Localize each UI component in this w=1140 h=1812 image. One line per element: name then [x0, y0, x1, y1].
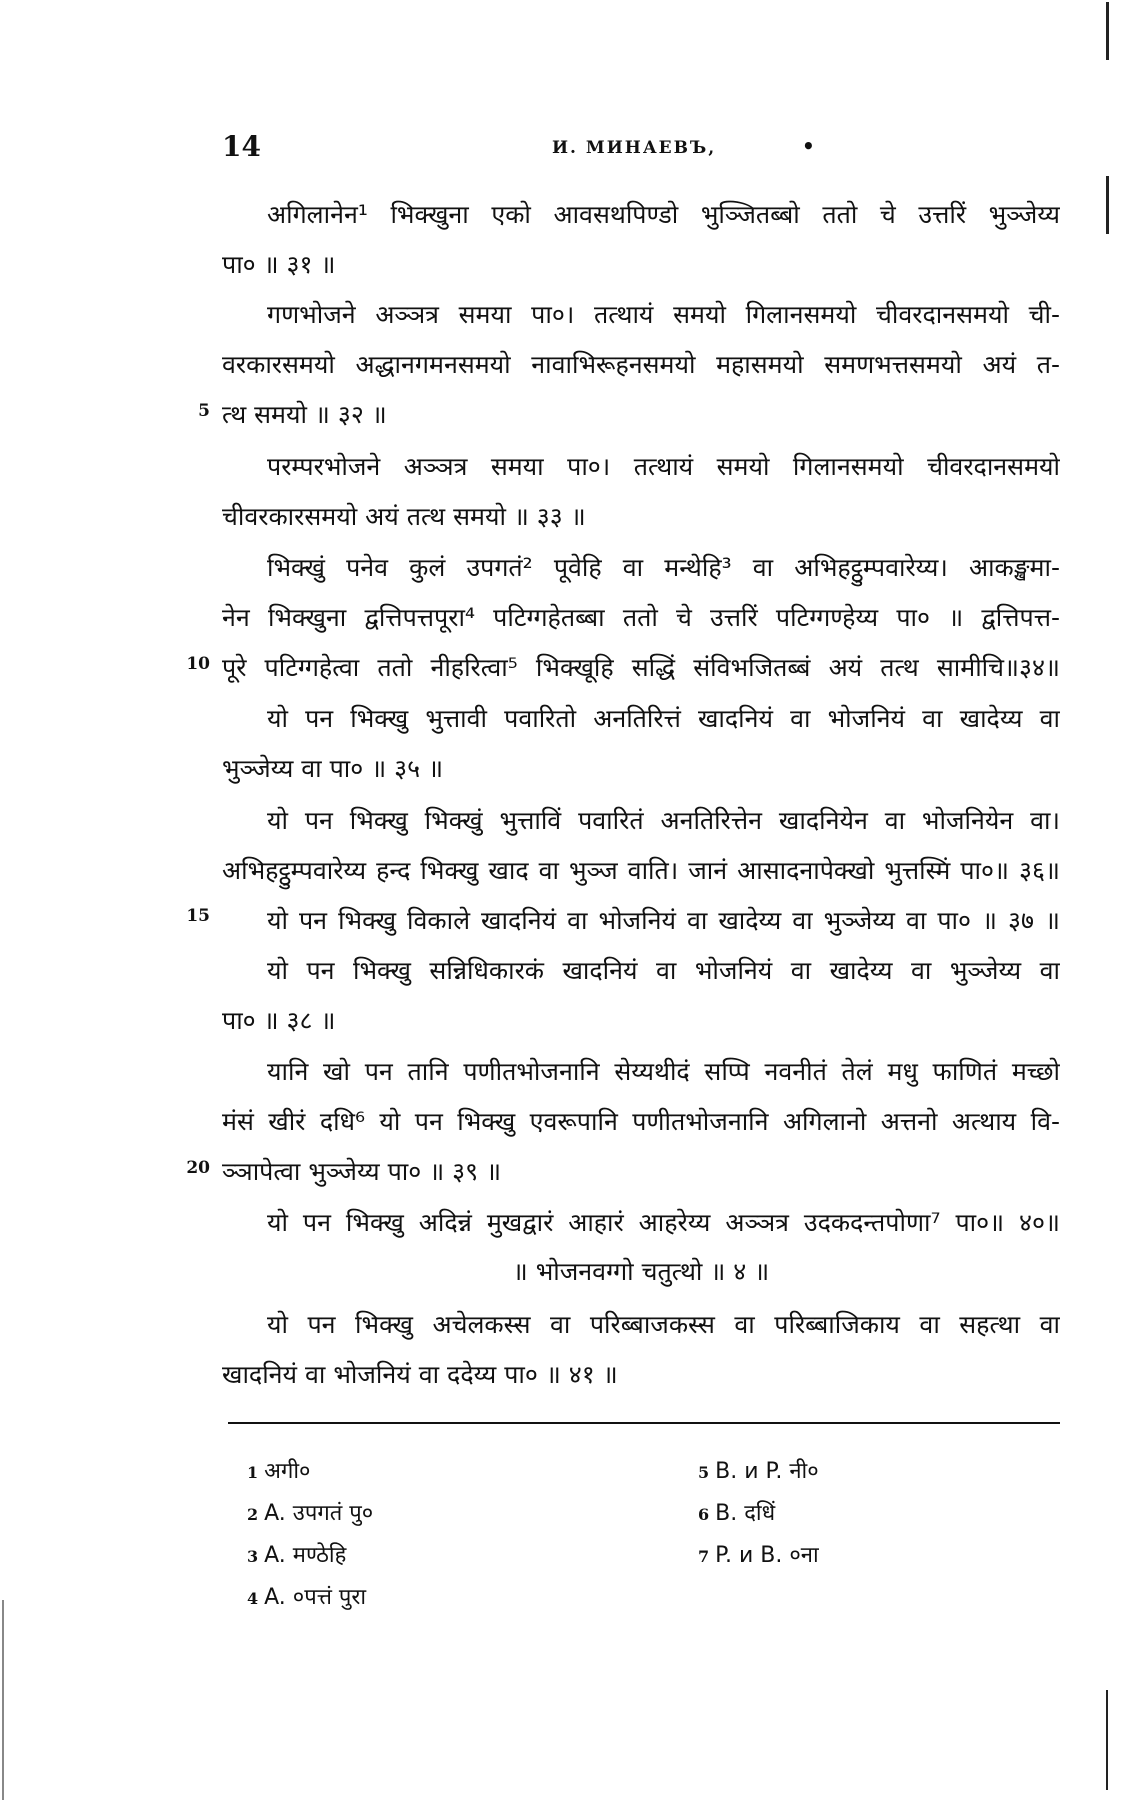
- text-line: यो पन भिक्खु भुत्तावी पवारितो अनतिरित्तं खादनियं वा भोजनियं वा खादेय्य वा: [267, 704, 1060, 733]
- footnote: 6 B. दधिं: [698, 1501, 776, 1526]
- text-line: भिक्खुं पनेव कुलं उपगतं² पूवेहि वा मन्थेहि³ वा अभिहट्ठुम्पवारेय्य। आकङ्खमा-: [267, 553, 1060, 582]
- page-number: 14: [222, 130, 261, 163]
- text-line: यो पन भिक्खु अदिन्नं मुखद्वारं आहारं आहरेय्य अञ्ञत्र उदकदन्तपोणा⁷ पा०॥ ४०॥: [267, 1208, 1060, 1237]
- text-line: वरकारसमयो अद्धानगमनसमयो नावाभिरूहनसमयो महासमयो समणभत्तसमयो अयं त-: [222, 350, 1060, 379]
- text-line: यो पन भिक्खु सन्निधिकारकं खादनियं वा भोजनियं वा खादेय्य वा भुञ्जेय्य वा: [267, 956, 1060, 985]
- text-line: पा० ॥ ३१ ॥: [222, 250, 336, 279]
- page-header: [222, 130, 1060, 170]
- text-line: अगिलानेन¹ भिक्खुना एको आवसथपिण्डो भुञ्जितब्बो ततो चे उत्तरिं भुञ्जेय्य: [267, 200, 1060, 229]
- scan-edge-mark-mid: [1106, 176, 1109, 234]
- footnote: 4 A. ०पत्तं पुरा: [247, 1585, 367, 1610]
- footnote-rule: [228, 1422, 1060, 1424]
- text-line: यो पन भिक्खु अचेलकस्स वा परिब्बाजकस्स वा परिब्बाजिकाय वा सहत्था वा: [267, 1310, 1060, 1339]
- footnote: 2 A. उपगतं पु०: [247, 1501, 374, 1526]
- line-number-5: 5: [198, 401, 210, 421]
- text-line: परम्परभोजने अञ्ञत्र समया पा०। तत्थायं समयो गिलानसमयो चीवरदानसमयो: [267, 452, 1060, 481]
- text-line: चीवरकारसमयो अयं तत्थ समयो ॥ ३३ ॥: [222, 502, 586, 531]
- text-line: ञ्ञापेत्वा भुञ्जेय्य पा० ॥ ३९ ॥: [222, 1157, 502, 1186]
- text-line: भुञ्जेय्य वा पा० ॥ ३५ ॥: [222, 754, 444, 783]
- text-line: गणभोजने अञ्ञत्र समया पा०। तत्थायं समयो गिलानसमयो चीवरदानसमयो ची-: [267, 300, 1060, 329]
- text-line: खादनियं वा भोजनियं वा ददेय्य पा० ॥ ४१ ॥: [222, 1360, 618, 1389]
- text-line: त्थ समयो ॥ ३२ ॥: [222, 400, 387, 429]
- header-dot: •: [802, 134, 815, 158]
- footnote: 7 P. и B. ०ना: [698, 1543, 819, 1568]
- text-line: यानि खो पन तानि पणीतभोजनानि सेय्यथीदं सप्पि नवनीतं तेलं मधु फाणितं मच्छो: [267, 1057, 1060, 1086]
- line-number-10: 10: [186, 654, 210, 674]
- text-line: यो पन भिक्खु विकाले खादनियं वा भोजनियं वा खादेय्य वा भुञ्जेय्य वा पा० ॥ ३७ ॥: [267, 906, 1060, 935]
- scan-edge-mark-top: [1106, 2, 1109, 60]
- footnote: 3 A. मण्ठेहि: [247, 1543, 347, 1568]
- line-number-20: 20: [186, 1158, 210, 1178]
- scan-edge-mark-bottom: [1106, 1690, 1108, 1790]
- text-line: नेन भिक्खुना द्वत्तिपत्तपूरा⁴ पटिग्गहेतब्बा ततो चे उत्तरिं पटिग्गण्हेय्य पा० ॥ द्वत्तिपत्त-: [222, 603, 1060, 632]
- text-line: अभिहट्ठुम्पवारेय्य हन्द भिक्खु खाद वा भुञ्ज वाति। जानं आसादनापेक्खो भुत्तस्मिं पा०॥ ३६॥: [222, 856, 1060, 885]
- line-number-15: 15: [186, 906, 210, 926]
- text-line: पूरे पटिग्गहेत्वा ततो नीहरित्वा⁵ भिक्खूहि सद्धिं संविभजितब्बं अयं तत्थ सामीचि॥३४॥: [222, 653, 1060, 682]
- running-head: И. МИНАЕВЪ,: [552, 138, 717, 158]
- footnote: 5 B. и P. नी०: [698, 1459, 819, 1484]
- section-end-heading: ॥ भोजनवग्गो चतुत्थो ॥ ४ ॥: [512, 1257, 770, 1286]
- text-line: यो पन भिक्खु भिक्खुं भुत्ताविं पवारितं अनतिरित्तेन खादनियेन वा भोजनियेन वा।: [267, 806, 1060, 835]
- footnote: 1 अगी०: [247, 1459, 311, 1484]
- text-line: मंसं खीरं दधि⁶ यो पन भिक्खु एवरूपानि पणीतभोजनानि अगिलानो अत्तनो अत्थाय वि-: [222, 1107, 1060, 1136]
- scan-left-edge-mark: [2, 1600, 4, 1800]
- text-line: पा० ॥ ३८ ॥: [222, 1006, 336, 1035]
